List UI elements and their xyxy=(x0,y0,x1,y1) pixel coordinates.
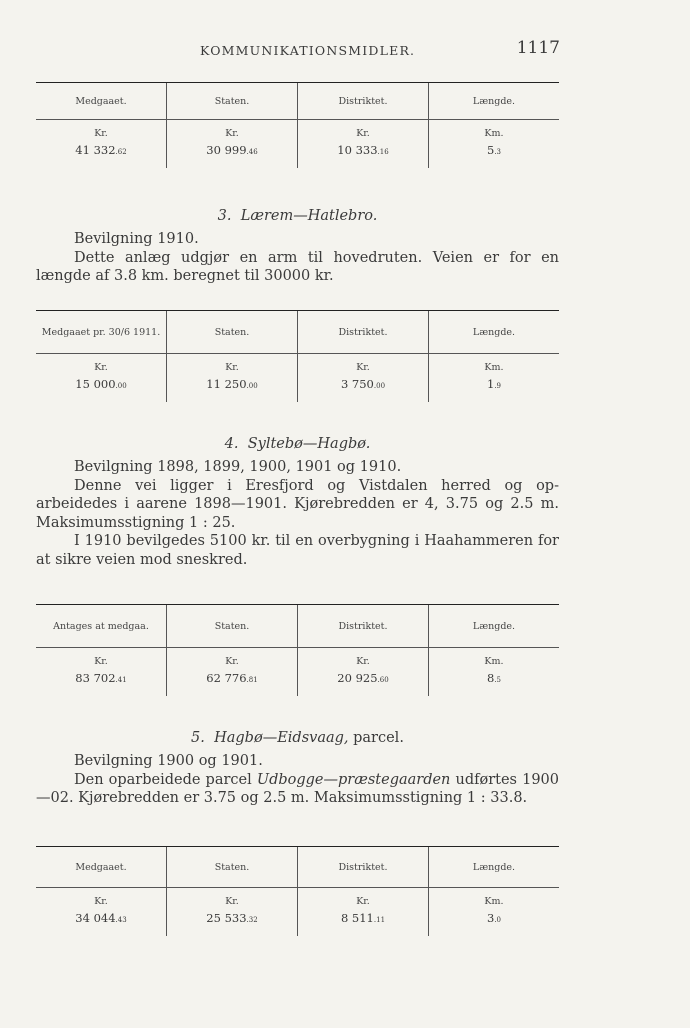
section-heading: 5. Hagbø—Eidsvaag, parcel. xyxy=(191,730,404,746)
amount-value: 8 511.11 xyxy=(340,911,386,925)
section-heading: 3. Lærem—Hatlebro. xyxy=(217,208,378,224)
unit-label: Km. xyxy=(484,656,504,667)
amount-value: 83 702.41 xyxy=(75,671,127,685)
table-header-row xyxy=(36,605,559,647)
paragraph: Den oparbeidede parcel Udbogge—præstegaarden udførtes 1900—02. Kjørebredden er 3.75 og 2.5 m. Maksimumsstigning 1 : 33.8. xyxy=(36,771,559,806)
column-header: Medgaaet pr. 30/6 1911. xyxy=(36,311,167,353)
unit-label: Kr. xyxy=(225,128,239,139)
section-title-suffix: parcel. xyxy=(353,730,404,746)
length-value: 1.9 xyxy=(486,377,501,391)
column-header: Staten. xyxy=(167,847,298,887)
amount-value: 20 925.60 xyxy=(337,671,389,685)
table-row xyxy=(36,354,559,402)
unit-label: Kr. xyxy=(225,656,239,667)
amount-value: 10 333.16 xyxy=(337,143,389,157)
table-cell xyxy=(167,120,298,168)
column-header: Staten. xyxy=(167,605,298,647)
column-header: Staten. xyxy=(167,83,298,119)
column-header: Længde. xyxy=(472,861,516,873)
section-4 xyxy=(36,436,559,569)
cost-table-2 xyxy=(36,310,559,402)
unit-label: Kr. xyxy=(356,896,370,907)
paragraph: Bevilgning 1898, 1899, 1900, 1901 og 1910. xyxy=(74,459,402,475)
table-header-row xyxy=(36,83,559,119)
amount-value: 15 000.00 xyxy=(75,377,127,391)
column-header: Distriktet. xyxy=(298,83,429,119)
unit-label: Kr. xyxy=(356,656,370,667)
table-cell xyxy=(429,888,559,936)
section-3 xyxy=(36,208,559,286)
length-value: 5.3 xyxy=(486,143,501,157)
column-header: Længde. xyxy=(472,95,516,107)
section-title: Hagbø—Eidsvaag, xyxy=(214,730,349,746)
column-header: Længde. xyxy=(472,620,516,632)
cost-table-4 xyxy=(36,846,559,936)
column-header: Medgaaet. xyxy=(36,847,167,887)
unit-label: Km. xyxy=(484,128,504,139)
cost-table-1 xyxy=(36,82,559,168)
table-header-row xyxy=(36,847,559,887)
paragraph: I 1910 bevilgedes 5100 kr. til en overbygning i Haahammeren for at sikre veien mod sneskred. xyxy=(36,533,559,568)
table-cell xyxy=(167,648,298,696)
unit-label: Kr. xyxy=(94,362,108,373)
unit-label: Kr. xyxy=(225,896,239,907)
table-cell xyxy=(36,120,167,168)
table-cell xyxy=(298,648,429,696)
column-header: Distriktet. xyxy=(298,605,429,647)
table-cell xyxy=(298,888,429,936)
unit-label: Kr. xyxy=(356,128,370,139)
paragraph: Denne vei ligger i Eresfjord og Vistdalen herred og op-arbeidedes i aarene 1898—1901. Kjørebredden er 4, 3.75 og 2.5 m. Maksimumsstigning 1 : 25. xyxy=(36,477,559,531)
unit-label: Km. xyxy=(484,362,504,373)
amount-value: 62 776.81 xyxy=(206,671,258,685)
unit-label: Kr. xyxy=(94,896,108,907)
table-row xyxy=(36,648,559,696)
amount-value: 34 044.43 xyxy=(75,911,127,925)
table-cell xyxy=(298,354,429,402)
column-header: Medgaaet. xyxy=(36,83,167,119)
unit-label: Km. xyxy=(484,896,504,907)
column-header: Distriktet. xyxy=(298,311,429,353)
table-cell xyxy=(429,648,559,696)
length-value: 3.0 xyxy=(486,911,501,925)
column-header: Distriktet. xyxy=(298,847,429,887)
page-header xyxy=(36,38,560,62)
section-title: Syltebø—Hagbø. xyxy=(247,436,371,452)
section-5 xyxy=(36,730,559,808)
table-cell xyxy=(36,648,167,696)
table-cell xyxy=(36,888,167,936)
paragraph: Bevilgning 1900 og 1901. xyxy=(74,753,263,769)
column-header: Staten. xyxy=(167,311,298,353)
unit-label: Kr. xyxy=(356,362,370,373)
amount-value: 11 250.00 xyxy=(206,377,258,391)
amount-value: 3 750.00 xyxy=(340,377,386,391)
paragraph: Bevilgning 1910. xyxy=(74,231,199,247)
unit-label: Kr. xyxy=(225,362,239,373)
table-cell xyxy=(167,354,298,402)
running-title: KOMMUNIKATIONSMIDLER. xyxy=(200,43,416,58)
amount-value: 30 999.46 xyxy=(206,143,258,157)
length-value: 8.5 xyxy=(486,671,501,685)
unit-label: Kr. xyxy=(94,656,108,667)
unit-label: Kr. xyxy=(94,128,108,139)
amount-value: 41 332.62 xyxy=(75,143,127,157)
table-cell xyxy=(429,120,559,168)
column-header: Antages at medgaa. xyxy=(36,605,167,647)
column-header: Længde. xyxy=(472,326,516,338)
table-row xyxy=(36,888,559,936)
paragraph: Dette anlæg udgjør en arm til hovedruten. Veien er for en længde af 3.8 km. beregnet til 30000 kr. xyxy=(36,249,559,284)
table-cell xyxy=(36,354,167,402)
table-row xyxy=(36,120,559,168)
section-heading: 4. Syltebø—Hagbø. xyxy=(224,436,371,452)
table-cell xyxy=(298,120,429,168)
table-cell xyxy=(167,888,298,936)
amount-value: 25 533.32 xyxy=(206,911,258,925)
cost-table-3 xyxy=(36,604,559,696)
table-cell xyxy=(429,354,559,402)
italic-place-name: Udbogge—præstegaarden xyxy=(256,771,451,788)
section-title: Lærem—Hatlebro. xyxy=(240,208,378,224)
page-number: 1117 xyxy=(516,38,560,58)
table-header-row xyxy=(36,311,559,353)
